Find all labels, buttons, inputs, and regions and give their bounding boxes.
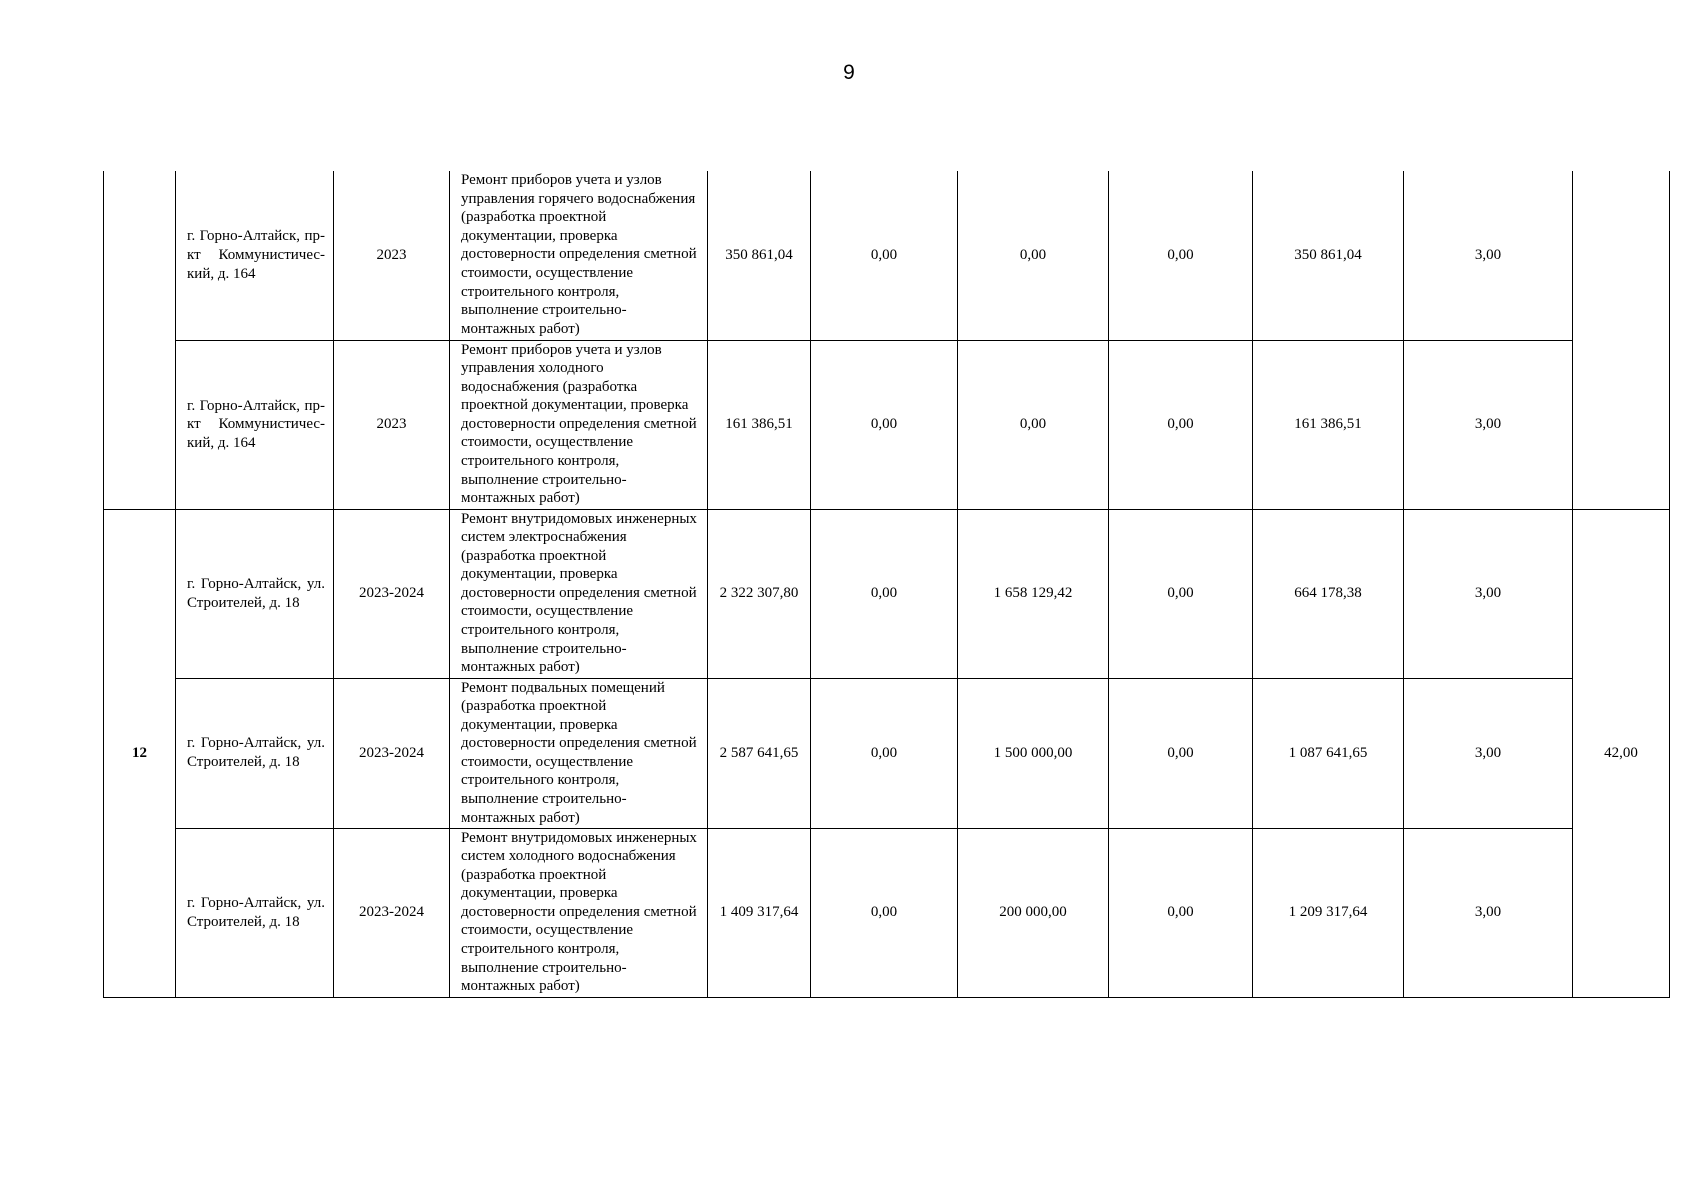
table-row bbox=[104, 828, 1670, 997]
work-description-cell: Ремонт приборов учета и узлов управления горячего водоснабжения (разработка проектной документации, проверка достоверности определения сметной стоимости, осуществление строительного контроля, выполнение строительно-монтажных работ) bbox=[450, 171, 708, 340]
owners-funds-cell: 161 386,51 bbox=[1253, 340, 1404, 509]
percent-cell: 3,00 bbox=[1404, 340, 1573, 509]
fund-cell: 0,00 bbox=[811, 828, 958, 997]
percent-cell: 3,00 bbox=[1404, 678, 1573, 828]
total-cost-cell: 2 587 641,65 bbox=[708, 678, 811, 828]
local-budget-cell: 0,00 bbox=[1109, 171, 1253, 340]
item-number-cell: 12 bbox=[104, 509, 176, 997]
subsidy-cell: 0,00 bbox=[958, 340, 1109, 509]
subsidy-cell: 1 658 129,42 bbox=[958, 509, 1109, 678]
percent-cell: 3,00 bbox=[1404, 171, 1573, 340]
work-description-cell: Ремонт внутридомовых инженерных систем электроснабжения (разработка проектной документации, проверка достоверности определения сметной стоимости, осуществление строительного контроля, выполнение строительно-монтажных работ) bbox=[450, 509, 708, 678]
address-cell: г. Горно-Алтайск, ул. Строителей, д. 18 bbox=[176, 509, 334, 678]
local-budget-cell: 0,00 bbox=[1109, 509, 1253, 678]
work-description-cell: Ремонт приборов учета и узлов управления холодного водоснабжения (разработка проектной документации, проверка достоверности определения сметной стоимости, осуществление строительного контроля, выполнение строительно-монтажных работ) bbox=[450, 340, 708, 509]
fund-cell: 0,00 bbox=[811, 171, 958, 340]
works-table bbox=[103, 171, 1670, 998]
local-budget-cell: 0,00 bbox=[1109, 828, 1253, 997]
table-row bbox=[104, 678, 1670, 828]
local-budget-cell: 0,00 bbox=[1109, 678, 1253, 828]
years-cell: 2023-2024 bbox=[334, 509, 450, 678]
local-budget-cell: 0,00 bbox=[1109, 340, 1253, 509]
total-cost-cell: 2 322 307,80 bbox=[708, 509, 811, 678]
fund-cell: 0,00 bbox=[811, 340, 958, 509]
table-row bbox=[104, 340, 1670, 509]
table-row bbox=[104, 509, 1670, 678]
item-number-cell bbox=[104, 171, 176, 509]
total-cost-cell: 1 409 317,64 bbox=[708, 828, 811, 997]
page-number: 9 bbox=[843, 61, 855, 84]
owners-funds-cell: 1 087 641,65 bbox=[1253, 678, 1404, 828]
years-cell: 2023 bbox=[334, 171, 450, 340]
percent-cell: 3,00 bbox=[1404, 828, 1573, 997]
owners-funds-cell: 350 861,04 bbox=[1253, 171, 1404, 340]
total-cost-cell: 161 386,51 bbox=[708, 340, 811, 509]
years-cell: 2023-2024 bbox=[334, 828, 450, 997]
percent-cell: 3,00 bbox=[1404, 509, 1573, 678]
subsidy-cell: 200 000,00 bbox=[958, 828, 1109, 997]
total-cost-cell: 350 861,04 bbox=[708, 171, 811, 340]
years-cell: 2023-2024 bbox=[334, 678, 450, 828]
item-total-cell bbox=[1573, 171, 1670, 509]
table-row bbox=[104, 171, 1670, 340]
subsidy-cell: 1 500 000,00 bbox=[958, 678, 1109, 828]
address-cell: г. Горно-Алтайск, пр-кт Коммунистичес-кий, д. 164 bbox=[176, 171, 334, 340]
subsidy-cell: 0,00 bbox=[958, 171, 1109, 340]
years-cell: 2023 bbox=[334, 340, 450, 509]
item-total-cell: 42,00 bbox=[1573, 509, 1670, 997]
work-description-cell: Ремонт подвальных помещений (разработка проектной документации, проверка достоверности определения сметной стоимости, осуществление строительного контроля, выполнение строительно-монтажных работ) bbox=[450, 678, 708, 828]
fund-cell: 0,00 bbox=[811, 509, 958, 678]
address-cell: г. Горно-Алтайск, ул. Строителей, д. 18 bbox=[176, 828, 334, 997]
owners-funds-cell: 1 209 317,64 bbox=[1253, 828, 1404, 997]
work-description-cell: Ремонт внутридомовых инженерных систем холодного водоснабжения (разработка проектной документации, проверка достоверности определения сметной стоимости, осуществление строительного контроля, выполнение строительно-монтажных работ) bbox=[450, 828, 708, 997]
owners-funds-cell: 664 178,38 bbox=[1253, 509, 1404, 678]
address-cell: г. Горно-Алтайск, пр-кт Коммунистичес-кий, д. 164 bbox=[176, 340, 334, 509]
fund-cell: 0,00 bbox=[811, 678, 958, 828]
address-cell: г. Горно-Алтайск, ул. Строителей, д. 18 bbox=[176, 678, 334, 828]
